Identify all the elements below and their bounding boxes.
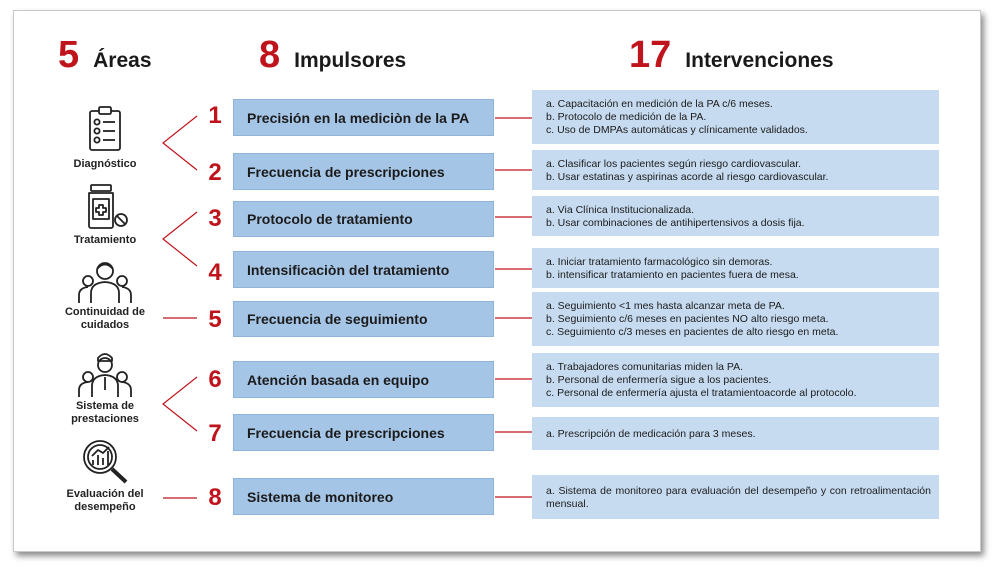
header-drivers-label: Impulsores — [294, 49, 407, 72]
intervention-box-7 — [532, 417, 939, 450]
people-group-icon — [78, 260, 132, 304]
intervention-item: a. Clasificar los pacientes según riesgo cardiovascular. — [546, 157, 802, 170]
intervention-item: b. Usar combinaciones de antihipertensivos a dosis fija. — [546, 216, 805, 229]
driver-number: 6 — [208, 366, 222, 393]
driver-box-6 — [233, 361, 494, 398]
intervention-item: a. Seguimiento <1 mes hasta alcanzar meta de PA. — [546, 300, 785, 312]
intervention-item: c. Personal de enfermería ajusta el tratamientoacorde al protocolo. — [546, 387, 857, 399]
intervention-box-2 — [532, 150, 939, 190]
clipboard-checklist-icon — [87, 106, 123, 152]
header-interventions — [629, 34, 834, 77]
header-interventions-label: Intervenciones — [685, 49, 834, 72]
driver-label: Atención basada en equipo — [247, 371, 430, 388]
driver-label: Protocolo de tratamiento — [247, 211, 413, 227]
intervention-item: b. Seguimiento c/6 meses en pacientes NO alto riesgo meta. — [546, 313, 829, 325]
header-areas-label: Áreas — [93, 49, 152, 72]
header-interventions-count: 17 — [629, 34, 672, 76]
driver-box-2 — [233, 153, 494, 190]
intervention-item: b. intensificar tratamiento en pacientes fuera de mesa. — [546, 268, 799, 281]
area-prestaciones — [50, 350, 160, 426]
health-team-icon — [78, 350, 132, 398]
bracket-prestaciones — [163, 377, 197, 431]
driver-box-4 — [233, 251, 494, 288]
driver-label: Sistema de monitoreo — [247, 488, 394, 505]
intervention-box-3 — [532, 196, 939, 236]
driver-label: Intensificaciòn del tratamiento — [247, 261, 450, 278]
intervention-item: c. Seguimiento c/3 meses en pacientes de alto riesgo en meta. — [546, 326, 839, 338]
driver-box-3 — [233, 201, 494, 237]
header-areas-count: 5 — [58, 34, 80, 76]
driver-box-7 — [233, 414, 494, 451]
area-label: Diagnóstico — [73, 158, 137, 170]
driver-number: 2 — [208, 159, 222, 186]
intervention-box-8 — [532, 475, 939, 519]
driver-box-1 — [233, 99, 494, 136]
driver-number: 3 — [208, 205, 222, 232]
driver-number: 5 — [208, 306, 222, 333]
header-drivers-count: 8 — [259, 34, 281, 76]
intervention-box-5 — [532, 292, 939, 346]
intervention-item: a. Sistema de monitoreo para evaluación del desempeño y con retroalimentación mensual. — [546, 484, 931, 510]
intervention-item: b. Usar estatinas y aspirinas acorde al riesgo cardiovascular. — [546, 170, 829, 183]
driver-number: 4 — [208, 259, 222, 286]
magnifier-chart-icon — [81, 438, 129, 484]
area-label: Evaluación del desempeño — [66, 488, 144, 513]
driver-box-8 — [233, 478, 494, 515]
intervention-item: b. Protocolo de medición de la PA. — [546, 111, 707, 123]
area-evaluacion — [50, 438, 160, 514]
intervention-box-1 — [532, 90, 939, 144]
intervention-item: c. Uso de DMPAs automáticas y clínicamente validados. — [546, 124, 808, 136]
driver-number: 7 — [208, 420, 222, 447]
area-tratamiento — [50, 184, 160, 247]
driver-box-5 — [233, 301, 494, 337]
header-areas — [58, 34, 152, 77]
intervention-box-6 — [532, 353, 939, 407]
bracket-tratamiento — [163, 212, 197, 266]
area-label: Sistema de prestaciones — [71, 400, 139, 425]
driver-label: Precisión en la mediciòn de la PA — [247, 109, 470, 126]
intervention-item: b. Personal de enfermería sigue a los pacientes. — [546, 374, 772, 386]
area-label: Continuidad de cuidados — [64, 306, 146, 331]
driver-label: Frecuencia de prescripciones — [247, 424, 445, 441]
area-continuidad — [50, 260, 160, 332]
medicine-bottle-icon — [82, 184, 128, 230]
intervention-item: a. Via Clínica Institucionalizada. — [546, 203, 695, 216]
intervention-item: a. Trabajadores comunitarias miden la PA. — [546, 361, 744, 373]
driver-label: Frecuencia de prescripciones — [247, 163, 445, 180]
bracket-diagnostico — [163, 116, 197, 170]
intervention-item: a. Prescripción de medicación para 3 meses. — [546, 427, 756, 440]
driver-number: 8 — [208, 484, 222, 511]
intervention-item: a. Capacitación en medición de la PA c/6 meses. — [546, 98, 773, 110]
driver-label: Frecuencia de seguimiento — [247, 311, 428, 327]
driver-number: 1 — [208, 102, 222, 129]
area-diagnostico — [50, 106, 160, 171]
area-label: Tratamiento — [73, 234, 137, 246]
intervention-item: a. Iniciar tratamiento farmacológico sin demoras. — [546, 255, 773, 268]
header-drivers — [259, 34, 406, 77]
intervention-box-4 — [532, 248, 939, 288]
